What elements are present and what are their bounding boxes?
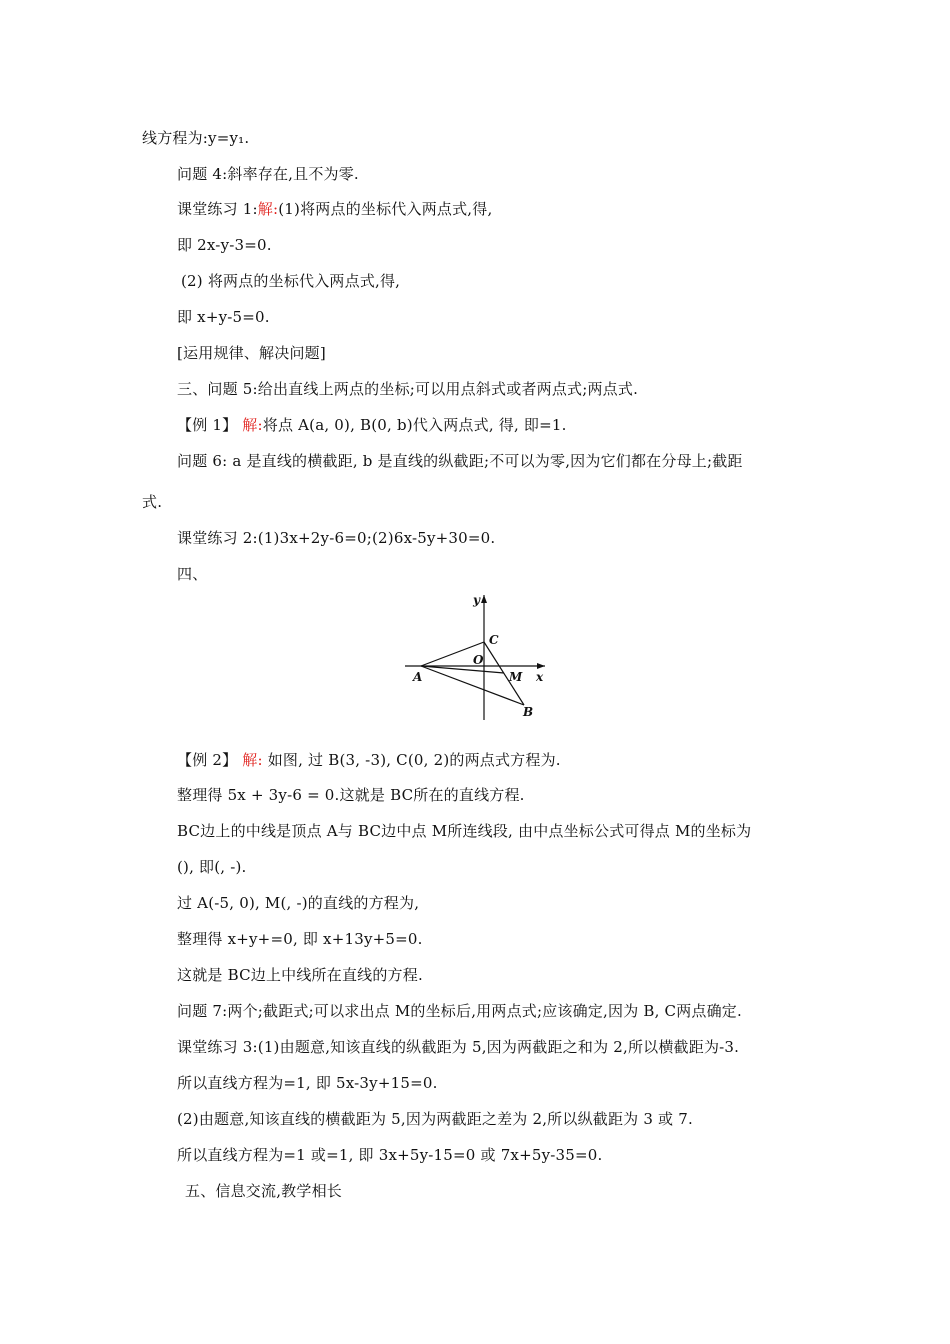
point-m-label: M <box>509 670 523 684</box>
paragraph-line: 问题 7:两个;截距式;可以求出点 M的坐标后,用两点式;应该确定,因为 B, C两点确定. <box>177 1002 742 1020</box>
paragraph-line: 即 x+y-5=0. <box>177 308 270 326</box>
paragraph-line: 式. <box>142 493 163 511</box>
paragraph-line: 整理得 x+y+=0, 即 x+13y+5=0. <box>177 930 423 948</box>
y-axis-arrow <box>481 595 487 603</box>
paragraph-line: (), 即(, -). <box>177 858 247 876</box>
paragraph-text: 如图, 过 B(3, -3), C(0, 2)的两点式方程为. <box>262 751 561 769</box>
paragraph-line: 问题 4:斜率存在,且不为零. <box>177 165 359 183</box>
section-heading: 四、 <box>177 565 208 583</box>
paragraph-line: 所以直线方程为=1 或=1, 即 3x+5y-15=0 或 7x+5y-35=0. <box>177 1146 603 1164</box>
paragraph-line: 课堂练习 2:(1)3x+2y-6=0;(2)6x-5y+30=0. <box>177 529 496 547</box>
paragraph-line: (2)由题意,知该直线的横截距为 5,因为两截距之差为 2,所以纵截距为 3 或 7. <box>177 1110 693 1128</box>
point-a-label: A <box>413 670 423 684</box>
median-am <box>421 666 504 673</box>
y-axis-label: y <box>473 593 480 607</box>
example-label: 【例 2】 <box>177 751 243 769</box>
paragraph-line: 整理得 5x + 3y-6 = 0.这就是 BC所在的直线方程. <box>177 786 525 804</box>
paragraph-line <box>177 415 567 435</box>
paragraph-line: 课堂练习 3:(1)由题意,知该直线的纵截距为 5,因为两截距之和为 2,所以横截距为-3. <box>177 1038 740 1056</box>
solution-marker: 解: <box>242 751 263 769</box>
origin-label: O <box>473 653 484 667</box>
section-heading: 五、信息交流,教学相长 <box>185 1182 342 1200</box>
paragraph-line: 过 A(-5, 0), M(, -)的直线的方程为, <box>177 894 420 912</box>
solution-marker: 解: <box>242 416 263 434</box>
paragraph-line: 问题 6: a 是直线的横截距, b 是直线的纵截距;不可以为零,因为它们都在分母上;截距 <box>177 452 743 470</box>
point-b-label: B <box>523 705 534 719</box>
x-axis-arrow <box>537 663 545 669</box>
paragraph-line: 线方程为:y=y₁. <box>142 129 250 147</box>
section-heading: [运用规律、解决问题] <box>177 344 326 362</box>
paragraph-line: 三、问题 5:给出直线上两点的坐标;可以用点斜式或者两点式;两点式. <box>177 380 639 398</box>
paragraph-text: (1)将两点的坐标代入两点式,得, <box>278 200 493 218</box>
paragraph-line: 这就是 BC边上中线所在直线的方程. <box>177 966 423 984</box>
paragraph-line: BC边上的中线是顶点 A与 BC边中点 M所连线段, 由中点坐标公式可得点 M的坐标为 <box>177 822 752 840</box>
exercise-label: 课堂练习 1: <box>177 200 258 218</box>
paragraph-line <box>177 750 561 770</box>
paragraph-line: 所以直线方程为=1, 即 5x-3y+15=0. <box>177 1074 438 1092</box>
paragraph-text: 将点 A(a, 0), B(0, b)代入两点式, 得, 即=1. <box>262 416 567 434</box>
solution-marker: 解: <box>257 200 279 218</box>
triangle-figure <box>400 590 550 720</box>
paragraph-line: 即 2x-y-3=0. <box>177 236 272 254</box>
x-axis-label: x <box>536 670 544 684</box>
paragraph-line: (2) 将两点的坐标代入两点式,得, <box>181 272 401 290</box>
point-c-label: C <box>489 633 499 647</box>
example-label: 【例 1】 <box>177 416 243 434</box>
paragraph-line <box>177 199 492 219</box>
